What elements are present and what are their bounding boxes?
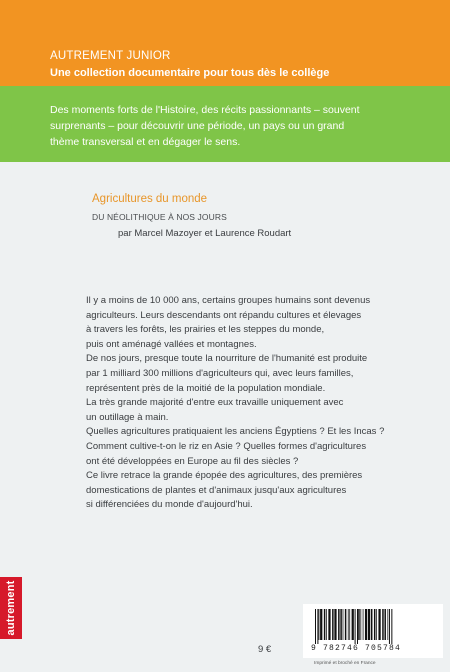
description-line: Comment cultive-t-on le riz en Asie ? Quelles formes d'agricultures [86,440,367,452]
barcode-bar [343,609,344,640]
header-band [0,0,450,86]
barcode-bar [355,609,356,644]
publisher-logo-text: autrement [5,580,17,636]
barcode-bar [320,609,322,640]
barcode-bar [332,609,334,640]
series-name: AUTREMENT JUNIOR [50,50,171,62]
description-line: Il y a moins de 10 000 ans, certains groupes humains sont devenus [86,295,371,306]
barcode-bar [371,609,373,640]
barcode-bar [360,609,361,640]
barcode-bar [378,609,380,640]
barcode-bar [324,609,326,640]
barcode-bar [389,609,390,644]
barcode-bar [340,609,342,640]
blurb-line: thème transversal et en dégager le sens. [50,136,241,148]
barcode-bar [391,609,392,644]
description-line: agriculteurs. Leurs descendants ont répandu cultures et élevages [86,309,362,321]
series-tagline: Une collection documentaire pour tous dès le collège [50,67,330,79]
publisher-logo [0,577,22,639]
barcode-bar [368,609,370,640]
barcode-bar [348,609,349,640]
blurb-band [0,86,450,162]
barcode-bar [365,609,367,640]
barcode-bar [338,609,340,640]
description-line: La très grande majorité d'entre eux travaille uniquement avec [86,397,344,409]
barcode-bar [328,609,330,640]
barcode-bar [349,609,350,640]
description-line: Ce livre retrace la grande épopée des agricultures, des premières [86,470,363,482]
barcode-bar [376,609,377,640]
description-line: De nos jours, presque toute la nourriture de l'humanité est produite [86,353,368,365]
description-line: si différenciées du monde d'aujourd'hui. [86,499,253,511]
book-authors: par Marcel Mazoyer et Laurence Roudart [118,228,292,239]
barcode-bar [384,609,386,640]
printed-in-france: Imprimé et broché en France [314,661,376,666]
barcode-bar [357,609,358,644]
price-label: 9 € [258,644,272,655]
barcode-bars [313,609,433,644]
barcode-bar [352,609,354,640]
barcode-bar [326,609,327,640]
book-title: Agricultures du monde [92,193,208,205]
description-line: à travers les forêts, les prairies et les steppes du monde, [86,324,325,336]
description-line: par 1 milliard 300 millions d'agriculteurs qui, avec leurs familles, [86,367,354,379]
barcode-bar [363,609,364,640]
barcode-bar [382,609,384,640]
barcode [303,604,443,658]
blurb-line: surprenants – pour découvrir une période, un pays ou un grand [50,120,345,132]
description-line: représentent près de la moitié de la population mondiale. [86,382,326,394]
description-line: domestications de plantes et d'animaux jusqu'aux agricultures [86,484,347,496]
barcode-bar [319,609,320,640]
barcode-bar [358,609,360,640]
description-line: Quelles agricultures pratiquaient les anciens Égyptiens ? Et les Incas ? [86,426,385,438]
blurb-line: Des moments forts de l'Histoire, des récits passionnants – souvent [50,104,360,116]
book-description [86,294,426,513]
isbn-number: 9 782746 705784 [311,644,402,653]
barcode-bar [374,609,376,640]
barcode-bar [334,609,336,640]
description-line: ont été développées en Europe au fil des siècles ? [86,455,299,467]
barcode-bar [345,609,347,640]
barcode-bar [315,609,316,644]
series-blurb [50,102,430,150]
description-line: puis ont aménagé vallées et montagnes. [86,338,257,350]
barcode-bar [317,609,318,644]
barcode-bar [387,609,388,640]
description-line: un outillage à main. [86,411,169,423]
book-subtitle: DU NÉOLITHIQUE À NOS JOURS [92,212,227,222]
